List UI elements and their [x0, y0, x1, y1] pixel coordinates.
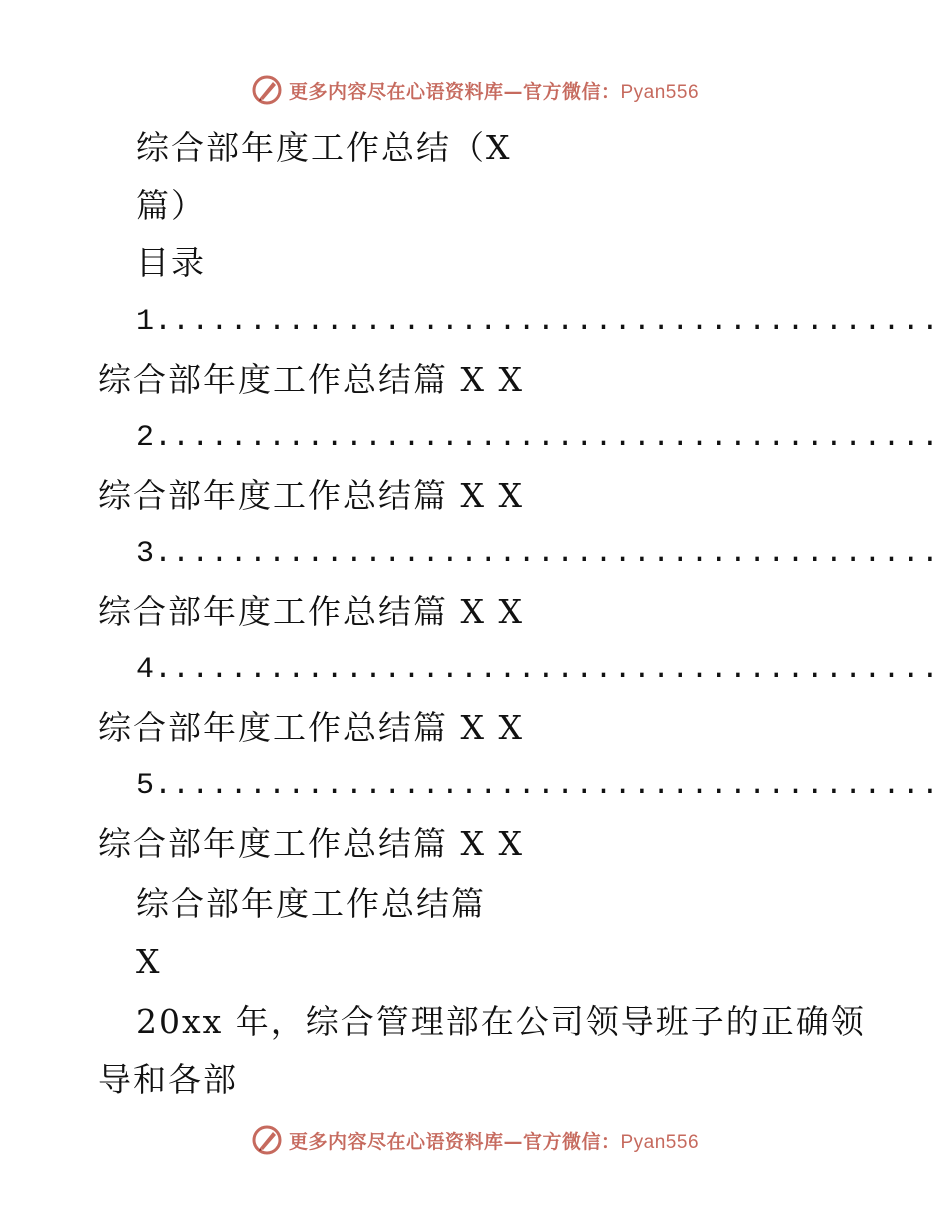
banner-wechat-label: 官方微信：	[522, 80, 621, 103]
banner-wechat-id: Pyan556	[620, 81, 700, 103]
body-paragraph-line-1: 20xx 年，综合管理部在公司领导班子的正确领	[136, 1002, 866, 1041]
toc-item-1-leader	[136, 302, 941, 342]
banner-dash: —	[503, 1130, 523, 1153]
toc-item-3-entry[interactable]: 综合部年度工作总结篇 X X	[98, 592, 524, 631]
banner-site-name: 更多内容尽在心语资料库	[288, 1130, 504, 1153]
toc-item-number: 2.	[136, 421, 173, 455]
footer-watermark-banner	[0, 1120, 950, 1160]
document-title-line-2: 篇）	[136, 186, 206, 225]
toc-item-number: 3.	[136, 537, 173, 571]
header-watermark-banner	[0, 70, 950, 110]
toc-item-dots: ........................................	[172, 305, 941, 339]
section-title: 综合部年度工作总结篇	[136, 884, 486, 923]
toc-item-number: 4.	[136, 653, 173, 687]
toc-item-3-leader	[136, 534, 941, 574]
banner-text	[289, 77, 699, 104]
toc-item-5-entry[interactable]: 综合部年度工作总结篇 X X	[98, 824, 524, 863]
pen-logo-icon	[251, 74, 283, 106]
banner-site-name: 更多内容尽在心语资料库	[288, 80, 504, 103]
toc-item-dots: ........................................	[172, 653, 941, 687]
toc-item-number: 1.	[136, 305, 173, 339]
toc-item-4-entry[interactable]: 综合部年度工作总结篇 X X	[98, 708, 524, 747]
pen-logo-icon	[251, 1124, 283, 1156]
banner-text	[289, 1127, 699, 1154]
toc-item-2-entry[interactable]: 综合部年度工作总结篇 X X	[98, 476, 524, 515]
toc-item-dots: ........................................	[172, 421, 941, 455]
toc-item-dots: ........................................	[172, 769, 941, 803]
toc-item-dots: ........................................	[172, 537, 941, 571]
toc-item-number: 5.	[136, 769, 173, 803]
toc-item-4-leader	[136, 650, 941, 690]
banner-dash: —	[503, 80, 523, 103]
document-title-line-1: 综合部年度工作总结（X	[136, 128, 512, 167]
toc-item-1-entry[interactable]: 综合部年度工作总结篇 X X	[98, 360, 524, 399]
body-paragraph-line-2: 导和各部	[98, 1060, 238, 1099]
toc-heading: 目录	[136, 243, 206, 282]
banner-wechat-id: Pyan556	[620, 1131, 700, 1153]
banner-wechat-label: 官方微信：	[522, 1130, 621, 1153]
section-number: X	[136, 942, 162, 981]
toc-item-5-leader	[136, 766, 941, 806]
toc-item-2-leader	[136, 418, 941, 458]
